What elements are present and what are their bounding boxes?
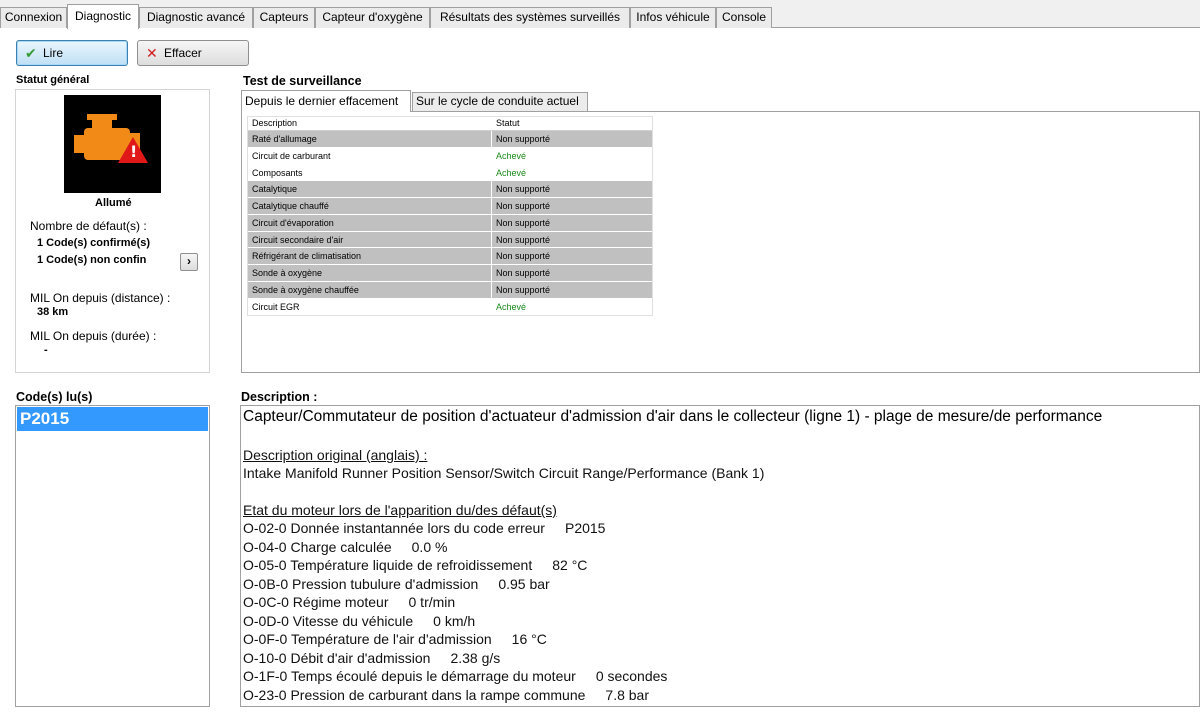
freeze-frame-pid: O-0B-0 xyxy=(243,575,293,592)
freeze-frame-label: Régime moteur xyxy=(292,594,389,610)
row-description: Réfrigérant de climatisation xyxy=(248,248,492,264)
clear-button-label: Effacer xyxy=(164,46,202,60)
codes-title: Code(s) lu(s) xyxy=(16,390,93,404)
freeze-frame-line xyxy=(243,557,587,573)
freeze-frame-value: P2015 xyxy=(564,520,606,536)
column-header-status[interactable]: Statut xyxy=(496,118,520,128)
row-description: Composants xyxy=(248,165,492,181)
table-row[interactable] xyxy=(248,248,652,265)
table-row[interactable] xyxy=(248,148,652,165)
check-icon: ✔ xyxy=(25,46,37,62)
freeze-frame-line xyxy=(243,576,550,592)
row-status: Achevé xyxy=(496,150,527,161)
duration-label: MIL On depuis (durée) : xyxy=(30,329,157,343)
clear-button[interactable] xyxy=(137,40,249,66)
freeze-frame-label: Pression de carburant dans la rampe commune xyxy=(290,686,586,703)
table-header xyxy=(248,117,652,131)
row-status: Non supporté xyxy=(496,184,551,195)
row-description: Sonde à oxygène xyxy=(248,265,492,281)
freeze-frame-value: 82 °C xyxy=(552,557,588,573)
original-heading: Description original (anglais) : xyxy=(243,447,428,463)
code-item-selected[interactable]: P2015 xyxy=(17,407,208,431)
table-row[interactable] xyxy=(248,215,652,232)
freeze-frame-line xyxy=(243,687,649,703)
freeze-frame-pid: O-0D-0 xyxy=(243,612,293,629)
freeze-frame-line xyxy=(243,520,605,536)
freeze-frame-pid: O-1F-0 xyxy=(243,668,291,684)
row-description: Circuit de carburant xyxy=(248,148,492,164)
distance-label: MIL On depuis (distance) : xyxy=(30,291,171,305)
row-description: Raté d'allumage xyxy=(248,131,492,147)
description-title: Description : xyxy=(241,390,318,404)
freeze-frame-line xyxy=(243,594,455,610)
table-row[interactable] xyxy=(248,181,652,198)
row-status: Achevé xyxy=(496,301,527,312)
description-main: Capteur/Commutateur de position d'actuateur d'admission d'air dans le collecteur (ligne 1) - plage de mesure/de performance xyxy=(243,408,1103,425)
freeze-frame-value: 16 °C xyxy=(511,631,547,647)
row-status: Non supporté xyxy=(496,201,551,211)
tab-diagnostic[interactable]: Diagnostic xyxy=(67,4,139,29)
freeze-frame-label: Température liquide de refroidissement xyxy=(290,557,533,573)
freeze-frame-value: 0 km/h xyxy=(433,612,476,629)
read-button-label: Lire xyxy=(43,46,64,60)
freeze-frame-line xyxy=(243,668,667,684)
freeze-frame-value: 2.38 g/s xyxy=(450,649,501,666)
row-description: Catalytique xyxy=(248,181,492,197)
duration-value: - xyxy=(44,344,48,356)
freeze-frame-label: Temps écoulé depuis le démarrage du moteur xyxy=(290,668,576,684)
row-description: Circuit d'évaporation xyxy=(248,215,492,231)
tab-capteur-oxygene[interactable]: Capteur d'oxygène xyxy=(315,7,430,28)
freeze-frame-value: 7.8 bar xyxy=(605,686,649,703)
confirmed-codes: 1 Code(s) confirmé(s) xyxy=(37,237,151,249)
codes-list xyxy=(15,405,210,707)
chevron-right-icon: › xyxy=(187,254,191,268)
fault-count-label: Nombre de défaut(s) : xyxy=(30,219,147,233)
mil-state: Allumé xyxy=(95,197,132,209)
pending-codes: 1 Code(s) non confin xyxy=(37,254,147,266)
distance-value: 38 km xyxy=(37,306,69,318)
freeze-frame-value: 0.0 % xyxy=(411,538,448,555)
freeze-frame-label: Vitesse du véhicule xyxy=(292,612,414,629)
cross-icon: ✕ xyxy=(146,46,158,62)
freeze-frame-line xyxy=(243,631,547,647)
row-description: Catalytique chauffé xyxy=(248,198,492,214)
row-status: Non supporté xyxy=(496,284,551,295)
freeze-frame-pid: O-10-0 xyxy=(243,649,291,666)
tab-diagnostic-avance[interactable]: Diagnostic avancé xyxy=(139,7,253,28)
freeze-frame-pid: O-05-0 xyxy=(243,557,291,573)
freeze-frame-pid: O-0C-0 xyxy=(243,594,293,610)
freeze-frame-pid: O-0F-0 xyxy=(243,631,291,647)
table-row[interactable] xyxy=(248,299,652,316)
freeze-frame-value: 0 secondes xyxy=(595,668,668,684)
freeze-frame-label: Charge calculée xyxy=(290,538,392,555)
freeze-heading: Etat du moteur lors de l'apparition du/des défaut(s) xyxy=(243,502,557,518)
tab-current-cycle[interactable]: Sur le cycle de conduite actuel xyxy=(412,92,588,111)
table-row[interactable] xyxy=(248,165,652,182)
details-arrow-button[interactable] xyxy=(180,253,198,271)
row-description: Sonde à oxygène chauffée xyxy=(248,282,492,298)
row-status: Non supporté xyxy=(496,234,551,245)
tab-console[interactable]: Console xyxy=(716,7,772,28)
freeze-frame-line xyxy=(243,613,475,629)
table-row[interactable] xyxy=(248,265,652,282)
column-header-description[interactable]: Description xyxy=(248,117,492,130)
tab-since-clear[interactable]: Depuis le dernier effacement xyxy=(241,90,411,112)
freeze-frame-value: 0 tr/min xyxy=(408,594,456,610)
tab-capteurs[interactable]: Capteurs xyxy=(253,7,315,28)
row-status: Non supporté xyxy=(496,251,551,262)
tab-connexion[interactable]: Connexion xyxy=(0,7,67,28)
surveillance-title: Test de surveillance xyxy=(243,74,362,88)
freeze-frame-line xyxy=(243,650,500,666)
freeze-frame-label: Température de l'air d'admission xyxy=(290,631,492,647)
freeze-frame-label: Donnée instantannée lors du code erreur xyxy=(290,520,545,536)
row-description: Circuit EGR xyxy=(248,299,492,315)
row-status: Non supporté xyxy=(496,134,551,144)
table-row[interactable] xyxy=(248,198,652,215)
original-text: Intake Manifold Runner Position Sensor/Switch Circuit Range/Performance (Bank 1) xyxy=(243,465,765,481)
freeze-frame-value: 0.95 bar xyxy=(498,575,550,592)
status-title: Statut général xyxy=(16,74,90,86)
table-row[interactable] xyxy=(248,131,652,148)
table-row[interactable] xyxy=(248,232,652,249)
main-tab-bar xyxy=(0,0,1200,28)
freeze-frame-pid: O-04-0 xyxy=(243,538,291,555)
row-status: Non supporté xyxy=(496,268,551,278)
row-status: Achevé xyxy=(496,167,527,178)
freeze-frame-pid: O-23-0 xyxy=(243,686,291,703)
read-button[interactable] xyxy=(16,40,128,66)
check-engine-icon: ! xyxy=(64,95,161,193)
tab-infos-vehicule[interactable]: Infos véhicule xyxy=(630,7,716,28)
surveillance-table xyxy=(247,116,653,316)
freeze-frame-line xyxy=(243,539,447,555)
row-description: Circuit secondaire d'air xyxy=(248,232,492,248)
freeze-frame-label: Débit d'air d'admission xyxy=(290,649,431,666)
tab-resultats-systemes[interactable]: Résultats des systèmes surveillés xyxy=(430,7,630,28)
freeze-frame-label: Pression tubulure d'admission xyxy=(292,575,479,592)
freeze-frame-pid: O-02-0 xyxy=(243,520,291,536)
row-status: Non supporté xyxy=(496,217,551,228)
table-row[interactable] xyxy=(248,282,652,299)
